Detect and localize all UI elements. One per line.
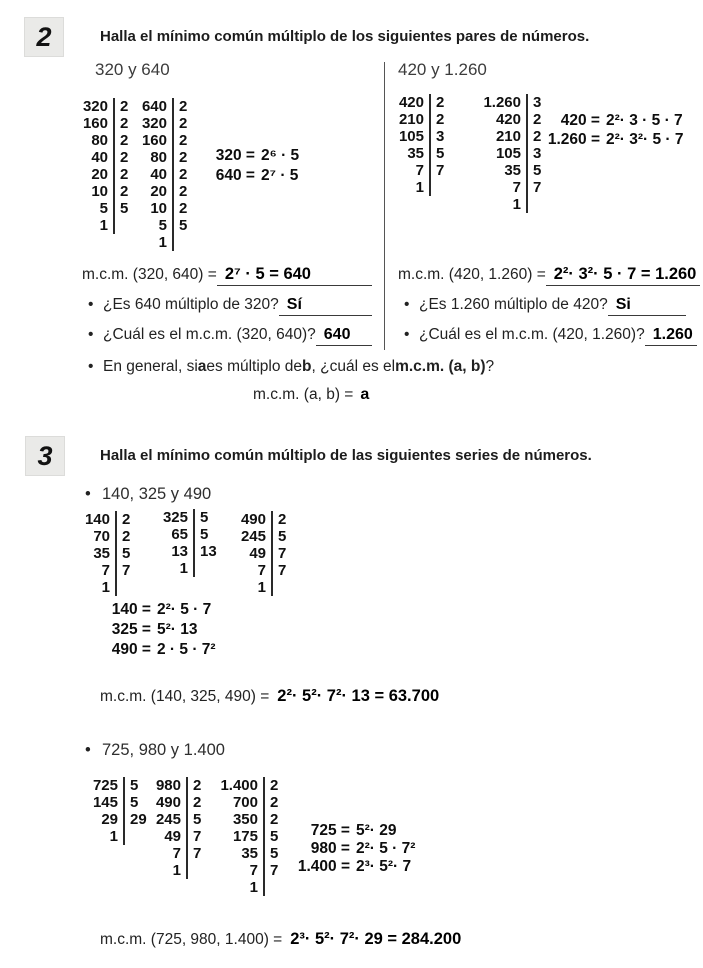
divisor: 7	[526, 179, 547, 196]
table-row	[151, 828, 207, 845]
dividend: 350	[232, 811, 258, 828]
table-row	[137, 115, 193, 132]
dividend: 1	[249, 879, 258, 896]
factorization-lhs: 725 =	[310, 822, 350, 839]
dividend: 640	[141, 98, 167, 115]
divisor	[115, 579, 136, 596]
dividend: 5	[158, 217, 167, 234]
dividend: 420	[495, 111, 521, 128]
factor-table-980	[151, 777, 207, 879]
divisor: 5	[186, 811, 207, 828]
factorization-rhs: 2²· 5 · 7	[157, 601, 212, 618]
divisor: 7	[429, 162, 450, 179]
table-row	[394, 162, 450, 179]
table-row	[479, 196, 547, 213]
exercise-3-number-badge: 3	[25, 436, 65, 476]
series-label-140-325-490	[85, 485, 211, 504]
factorization-lhs: 320 =	[215, 147, 255, 164]
dividend: 1.260	[483, 94, 521, 111]
table-row	[88, 777, 147, 794]
general-question-part: , ¿cuál es el	[311, 358, 396, 375]
factorization-rhs: 2²· 3 · 5 · 7	[606, 112, 683, 129]
divisor: 2	[113, 149, 134, 166]
table-row	[479, 162, 547, 179]
question-row	[88, 326, 372, 346]
divisor: 2	[429, 111, 450, 128]
factorization-line	[213, 166, 299, 186]
divisor: 2	[526, 111, 547, 128]
table-row	[78, 149, 134, 166]
exercise-2-instruction: Halla el mínimo común múltiplo de los siguientes pares de números.	[100, 28, 590, 45]
divisor: 3	[526, 145, 547, 162]
divisor: 2	[113, 98, 134, 115]
factor-table-725	[88, 777, 147, 845]
divisor: 2	[263, 794, 284, 811]
bullet-icon	[88, 326, 103, 344]
divisor: 7	[115, 562, 136, 579]
question-label: ¿Cuál es el m.c.m. (420, 1.260)?	[419, 326, 645, 343]
dividend: 105	[495, 145, 521, 162]
table-row	[78, 115, 134, 132]
dividend: 490	[240, 511, 266, 528]
mcm-line-320-640	[82, 265, 372, 286]
table-row	[236, 562, 292, 579]
factorization-lhs: 1.260 =	[547, 131, 600, 148]
divisor: 2	[172, 200, 193, 217]
mcm-ab-label: m.c.m. (a, b) =	[253, 386, 354, 403]
table-row	[216, 828, 284, 845]
table-row	[236, 511, 292, 528]
dividend: 490	[155, 794, 181, 811]
factorization-lhs: 1.400 =	[297, 858, 350, 875]
table-row	[80, 511, 136, 528]
table-row	[137, 98, 193, 115]
factorization-lhs: 140 =	[111, 601, 151, 618]
table-row	[158, 526, 217, 543]
divisor: 2	[113, 115, 134, 132]
question-label: ¿Es 640 múltiplo de 320?	[103, 296, 279, 313]
handwritten-answer: Sí	[279, 296, 372, 316]
factorization-rhs: 5²· 13	[157, 621, 198, 638]
table-row	[80, 528, 136, 545]
factorization-rhs: 2²· 3²· 5 · 7	[606, 131, 684, 148]
divisor: 5	[113, 200, 134, 217]
table-row	[78, 200, 134, 217]
question-row	[88, 296, 372, 316]
factorization-line	[103, 600, 216, 620]
factorization-rhs: 5²· 29	[356, 822, 397, 839]
table-row	[151, 862, 207, 879]
factorizations-725-980-1400	[288, 822, 415, 876]
divisor: 2	[186, 794, 207, 811]
factorizations-140-325-490	[103, 600, 216, 660]
table-row	[137, 166, 193, 183]
bullet-icon	[404, 326, 419, 344]
table-row	[80, 545, 136, 562]
general-question-part: b	[302, 358, 312, 375]
dividend: 160	[82, 115, 108, 132]
divisor: 5	[172, 217, 193, 234]
divisor: 2	[172, 132, 193, 149]
table-row	[151, 794, 207, 811]
table-row	[394, 179, 450, 196]
divisor: 2	[429, 94, 450, 111]
table-row	[158, 560, 217, 577]
divisor: 7	[271, 545, 292, 562]
divisor: 2	[526, 128, 547, 145]
divisor: 5	[263, 828, 284, 845]
divisor	[186, 862, 207, 879]
dividend: 160	[141, 132, 167, 149]
dividend: 1	[512, 196, 521, 213]
handwritten-answer: 640	[316, 326, 372, 346]
table-row	[151, 777, 207, 794]
dividend: 20	[91, 166, 108, 183]
factorization-rhs: 2⁶ · 5	[261, 147, 300, 164]
dividend: 70	[93, 528, 110, 545]
bullet-icon	[88, 296, 103, 314]
table-row	[394, 94, 450, 111]
handwritten-mcm-answer: 2²· 3²· 5 · 7 = 1.260	[546, 265, 701, 286]
question-row	[404, 326, 693, 346]
factor-table-1400	[216, 777, 284, 896]
divisor: 5	[123, 777, 144, 794]
divisor: 2	[172, 98, 193, 115]
general-question-part: m.c.m. (a, b)	[395, 358, 486, 375]
factor-table-1260	[479, 94, 547, 213]
dividend: 7	[101, 562, 110, 579]
dividend: 5	[99, 200, 108, 217]
dividend: 980	[155, 777, 181, 794]
table-row	[88, 794, 147, 811]
factorization-line	[103, 620, 216, 640]
factorizations-420-1260	[540, 111, 684, 149]
dividend: 245	[240, 528, 266, 545]
dividend: 320	[141, 115, 167, 132]
divisor: 3	[429, 128, 450, 145]
table-row	[78, 183, 134, 200]
mcm-line-420-1260	[398, 265, 697, 286]
questions-right	[404, 296, 693, 356]
divisor	[172, 234, 193, 251]
table-row	[137, 234, 193, 251]
dividend: 1.400	[220, 777, 258, 794]
factorization-lhs: 980 =	[310, 840, 350, 857]
table-row	[479, 179, 547, 196]
factorization-lhs: 420 =	[560, 112, 600, 129]
divisor: 5	[271, 528, 292, 545]
dividend: 35	[93, 545, 110, 562]
column-divider	[384, 62, 385, 350]
bullet-icon	[88, 358, 103, 376]
series-numbers: 140, 325 y 490	[102, 485, 212, 503]
table-row	[151, 845, 207, 862]
dividend: 35	[407, 145, 424, 162]
divisor: 5	[526, 162, 547, 179]
factor-table-320	[78, 98, 134, 234]
dividend: 20	[150, 183, 167, 200]
divisor: 2	[172, 115, 193, 132]
divisor: 5	[115, 545, 136, 562]
dividend: 145	[92, 794, 118, 811]
series-label-725-980-1400	[85, 741, 225, 760]
table-row	[479, 94, 547, 111]
divisor: 2	[115, 528, 136, 545]
factorization-line	[540, 111, 684, 130]
divisor	[263, 879, 284, 896]
dividend: 725	[92, 777, 118, 794]
factorizations-320-640	[213, 146, 299, 186]
divisor: 5	[429, 145, 450, 162]
table-row	[236, 579, 292, 596]
dividend: 80	[150, 149, 167, 166]
dividend: 65	[171, 526, 188, 543]
mcm-label: m.c.m. (140, 325, 490) =	[100, 688, 270, 705]
dividend: 1	[257, 579, 266, 596]
dividend: 1	[172, 862, 181, 879]
questions-left	[88, 296, 372, 356]
table-row	[216, 811, 284, 828]
divisor: 5	[193, 509, 214, 526]
factorization-line	[288, 840, 415, 858]
table-row	[137, 200, 193, 217]
dividend: 7	[172, 845, 181, 862]
table-row	[216, 845, 284, 862]
dividend: 40	[150, 166, 167, 183]
table-row	[236, 528, 292, 545]
dividend: 420	[398, 94, 424, 111]
table-row	[88, 811, 147, 828]
handwritten-mcm-answer: 2⁷ · 5 = 640	[217, 265, 372, 286]
table-row	[394, 145, 450, 162]
table-row	[479, 145, 547, 162]
factorization-line	[103, 640, 216, 660]
table-row	[78, 217, 134, 234]
factor-table-325	[158, 509, 217, 577]
table-row	[80, 579, 136, 596]
divisor	[429, 179, 450, 196]
pair-label-420-1260: 420 y 1.260	[398, 60, 487, 79]
bullet-icon	[85, 485, 102, 504]
divisor	[526, 196, 547, 213]
factorization-lhs: 490 =	[111, 641, 151, 658]
table-row	[137, 183, 193, 200]
dividend: 10	[150, 200, 167, 217]
table-row	[78, 132, 134, 149]
table-row	[80, 562, 136, 579]
series-numbers: 725, 980 y 1.400	[102, 741, 225, 759]
dividend: 1	[99, 217, 108, 234]
mcm-label: m.c.m. (420, 1.260) =	[398, 266, 546, 283]
mcm-line-140-325-490	[100, 687, 443, 707]
dividend: 49	[164, 828, 181, 845]
divisor: 2	[263, 777, 284, 794]
handwritten-mcm-answer: 2³· 5²· 7²· 29 = 284.200	[290, 930, 462, 948]
divisor: 7	[271, 562, 292, 579]
general-question	[88, 358, 494, 376]
factorization-line	[288, 822, 415, 840]
general-question-part: es múltiplo de	[206, 358, 303, 375]
divisor: 2	[115, 511, 136, 528]
general-question-part: En general, si	[103, 358, 198, 375]
factor-table-420	[394, 94, 450, 196]
factorization-lhs: 640 =	[215, 167, 255, 184]
divisor: 7	[186, 845, 207, 862]
handwritten-mcm-answer: 2²· 5²· 7²· 13 = 63.700	[277, 687, 440, 705]
dividend: 7	[415, 162, 424, 179]
divisor: 2	[263, 811, 284, 828]
dividend: 1	[415, 179, 424, 196]
factorization-rhs: 2 · 5 · 7²	[157, 641, 216, 658]
table-row	[151, 811, 207, 828]
divisor	[193, 560, 214, 577]
dividend: 40	[91, 149, 108, 166]
divisor: 3	[526, 94, 547, 111]
table-row	[78, 98, 134, 115]
dividend: 7	[249, 862, 258, 879]
divisor: 7	[263, 862, 284, 879]
divisor: 2	[113, 132, 134, 149]
mcm-label: m.c.m. (320, 640) =	[82, 266, 217, 283]
table-row	[216, 879, 284, 896]
bullet-icon	[404, 296, 419, 314]
divisor	[113, 217, 134, 234]
table-row	[88, 828, 147, 845]
dividend: 245	[155, 811, 181, 828]
table-row	[236, 545, 292, 562]
factorization-line	[213, 146, 299, 166]
handwritten-answer: 1.260	[645, 326, 697, 346]
dividend: 29	[101, 811, 118, 828]
dividend: 80	[91, 132, 108, 149]
divisor	[271, 579, 292, 596]
handwritten-answer: a	[360, 386, 370, 403]
dividend: 105	[398, 128, 424, 145]
dividend: 140	[84, 511, 110, 528]
dividend: 320	[82, 98, 108, 115]
table-row	[216, 862, 284, 879]
pair-label-320-640: 320 y 640	[95, 60, 170, 79]
bullet-icon	[85, 741, 102, 760]
question-label: ¿Es 1.260 múltiplo de 420?	[419, 296, 608, 313]
dividend: 210	[495, 128, 521, 145]
divisor: 5	[193, 526, 214, 543]
handwritten-answer: Si	[608, 296, 686, 316]
factor-table-140	[80, 511, 136, 596]
table-row	[479, 111, 547, 128]
divisor: 13	[193, 543, 217, 560]
factorization-rhs: 2⁷ · 5	[261, 167, 299, 184]
dividend: 325	[162, 509, 188, 526]
dividend: 700	[232, 794, 258, 811]
dividend: 1	[109, 828, 118, 845]
factor-table-640	[137, 98, 193, 251]
dividend: 35	[241, 845, 258, 862]
table-row	[216, 794, 284, 811]
dividend: 49	[249, 545, 266, 562]
divisor: 2	[271, 511, 292, 528]
divisor: 2	[172, 149, 193, 166]
general-question-part: a	[197, 358, 207, 375]
factorization-line	[288, 858, 415, 876]
dividend: 1	[101, 579, 110, 596]
dividend: 1	[179, 560, 188, 577]
table-row	[479, 128, 547, 145]
table-row	[137, 149, 193, 166]
mcm-ab-conclusion	[253, 386, 369, 404]
divisor: 2	[113, 166, 134, 183]
question-row	[404, 296, 686, 316]
divisor: 2	[172, 166, 193, 183]
table-row	[137, 132, 193, 149]
dividend: 1	[158, 234, 167, 251]
table-row	[216, 777, 284, 794]
table-row	[158, 543, 217, 560]
dividend: 210	[398, 111, 424, 128]
dividend: 7	[257, 562, 266, 579]
table-row	[78, 166, 134, 183]
factorization-rhs: 2²· 5 · 7²	[356, 840, 416, 857]
factorization-lhs: 325 =	[111, 621, 151, 638]
factor-table-490	[236, 511, 292, 596]
divisor: 5	[263, 845, 284, 862]
mcm-line-725-980-1400	[100, 930, 465, 950]
divisor: 2	[113, 183, 134, 200]
general-question-part: ?	[485, 358, 495, 375]
factorization-rhs: 2³· 5²· 7	[356, 858, 412, 875]
exercise-3-instruction: Halla el mínimo común múltiplo de las siguientes series de números.	[100, 447, 592, 464]
divisor	[123, 828, 144, 845]
factorization-line	[540, 130, 684, 149]
table-row	[394, 128, 450, 145]
dividend: 13	[171, 543, 188, 560]
mcm-label: m.c.m. (725, 980, 1.400) =	[100, 931, 283, 948]
divisor: 2	[186, 777, 207, 794]
dividend: 7	[512, 179, 521, 196]
table-row	[394, 111, 450, 128]
exercise-2-number-badge: 2	[24, 17, 64, 57]
table-row	[137, 217, 193, 234]
question-label: ¿Cuál es el m.c.m. (320, 640)?	[103, 326, 316, 343]
dividend: 35	[504, 162, 521, 179]
divisor: 29	[123, 811, 147, 828]
divisor: 2	[172, 183, 193, 200]
divisor: 5	[123, 794, 144, 811]
dividend: 10	[91, 183, 108, 200]
table-row	[158, 509, 217, 526]
divisor: 7	[186, 828, 207, 845]
dividend: 175	[232, 828, 258, 845]
